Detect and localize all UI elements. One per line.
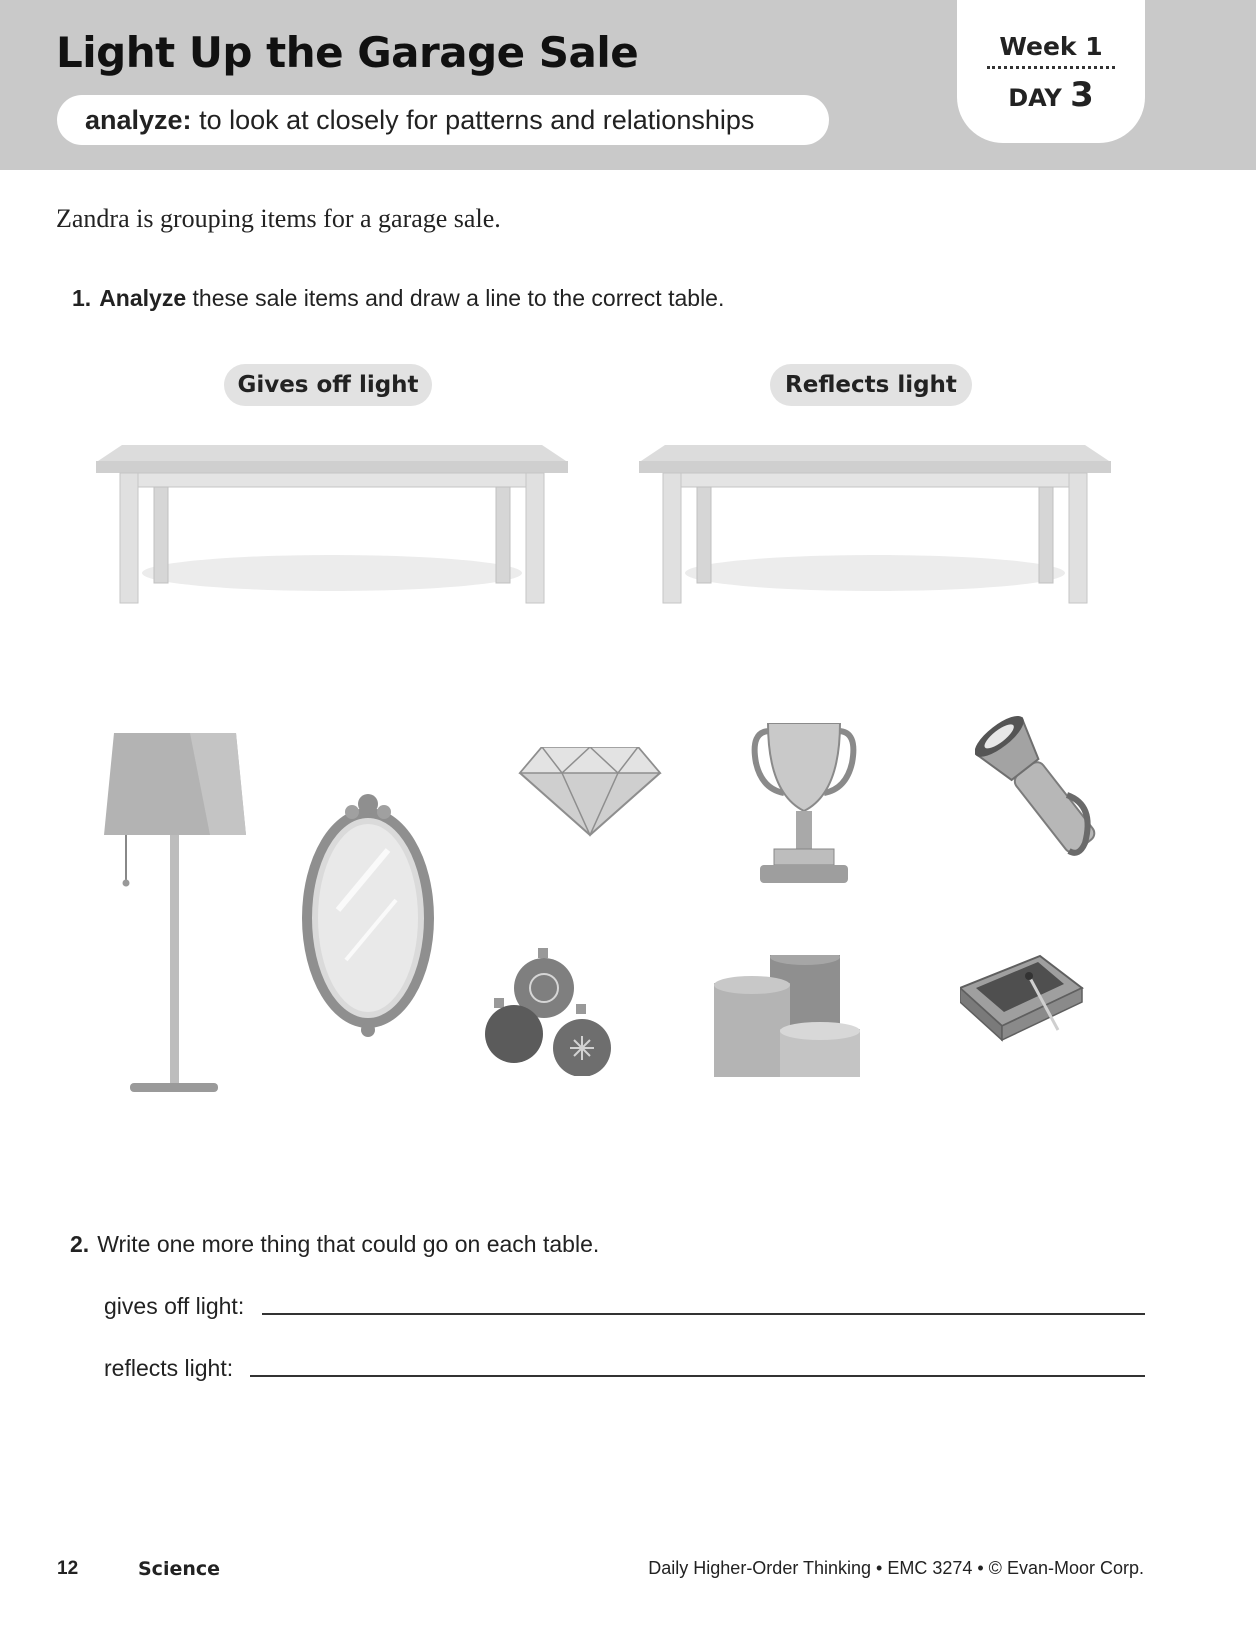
floor-lamp-image[interactable] (100, 733, 250, 1103)
oval-mirror-image[interactable] (298, 790, 438, 1038)
vocab-definition: to look at closely for patterns and relationships (191, 105, 755, 135)
gives-off-light-answer-line[interactable] (262, 1313, 1145, 1315)
week-day-badge (957, 0, 1145, 143)
right-table[interactable] (637, 445, 1113, 605)
publisher-credit: Daily Higher-Order Thinking • EMC 3274 • © Evan-Moor Corp. (648, 1558, 1144, 1578)
page-title: Light Up the Garage Sale (56, 28, 639, 77)
page-number: 12 (57, 1558, 79, 1579)
ornaments-image[interactable] (484, 948, 624, 1076)
intro-text: Zandra is grouping items for a garage sale. (56, 204, 501, 233)
question-2: 2. Write one more thing that could go on each table. (70, 1231, 600, 1257)
dotted-divider (987, 66, 1115, 69)
question-1: 1. Analyze these sale items and draw a line to the correct table. (72, 285, 725, 311)
gives-off-light-answer-label: gives off light: (104, 1293, 245, 1319)
diamond-image[interactable] (518, 747, 662, 837)
subject-label: Science (138, 1558, 221, 1580)
reflects-light-answer-line[interactable] (250, 1375, 1145, 1377)
matchbox-image[interactable] (960, 948, 1086, 1042)
trophy-image[interactable] (748, 723, 860, 893)
flashlight-image[interactable] (975, 705, 1103, 873)
question-1-keyword: Analyze (99, 285, 187, 311)
left-table[interactable] (94, 445, 570, 605)
candles-image[interactable] (714, 955, 862, 1079)
reflects-light-answer-label: reflects light: (104, 1355, 234, 1381)
gives-off-light-label: Gives off light (224, 364, 432, 406)
week-label: Week 1 (999, 32, 1103, 61)
vocab-word: analyze: (85, 105, 192, 135)
day-label: DAY 3 (1008, 75, 1094, 115)
day-number: 3 (1070, 75, 1094, 115)
vocab-box (57, 95, 829, 145)
reflects-light-label: Reflects light (770, 364, 972, 406)
